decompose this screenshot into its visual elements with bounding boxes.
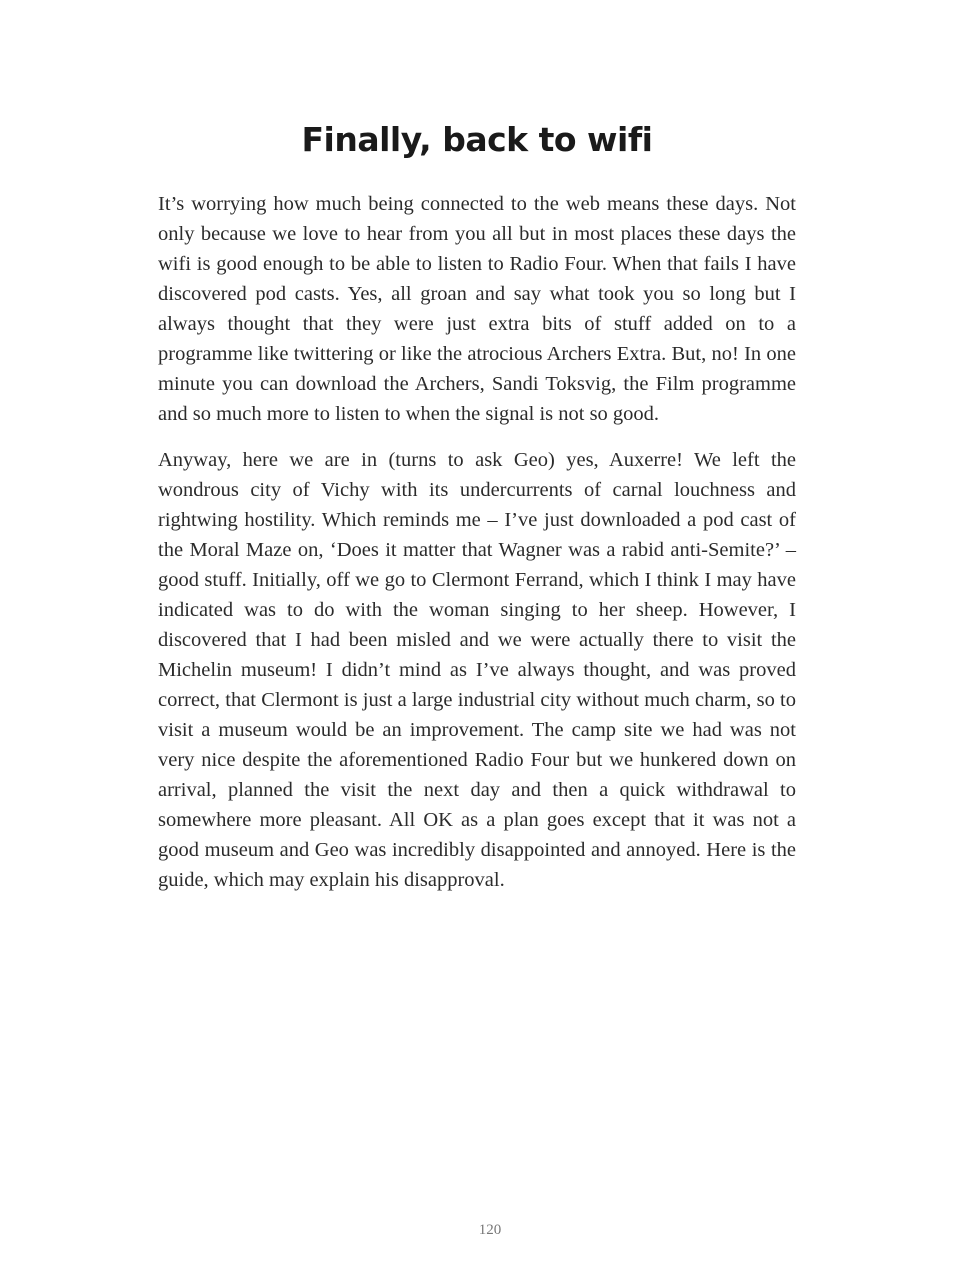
paragraph-1: It’s worrying how much being connected to the web means these days. Not only because we love to hear from you all but in most places these days the wifi is good enough to be able to listen to Radio Four. When that fails I have discovered pod casts. Yes, all groan and say what took you so long but I always thought that they were just extra bits of stuff added on to a programme like twittering or like the atrocious Archers Extra. But, no! In one minute you can download the Archers, Sandi Toksvig, the Film programme and so much more to listen to when the signal is not so good. (158, 193, 796, 425)
article-body (158, 189, 796, 911)
page-number: 120 (478, 1222, 502, 1238)
paragraph-2: Anyway, here we are in (turns to ask Geo) yes, Auxerre! We left the wondrous city of Vichy with its undercurrents of carnal louchness and rightwing hostility. Which reminds me – I’ve just downloaded a pod cast of the Moral Maze on, ‘Does it matter that Wagner was a rabid anti-Semite?’ – good stuff. Initially, off we go to Clermont Ferrand, which I think I may have indicated was to do with the woman singing to her sheep. However, I discovered that I had been misled and we were actually there to visit the Michelin museum! I didn’t mind as I’ve always thought, and was proved correct, that Clermont is just a large industrial city without much charm, so to visit a museum would be an improvement. The camp site we had was not very nice despite the aforementioned Radio Four but we hunkered down on arrival, planned the visit the next day and then a quick withdrawal to somewhere more pleasant. All OK as a plan goes except that it was not a good museum and Geo was incredibly disappointed and annoyed. Here is the guide, which may explain his disapproval. (158, 449, 796, 891)
page-title: Finally, back to wifi (301, 120, 653, 159)
